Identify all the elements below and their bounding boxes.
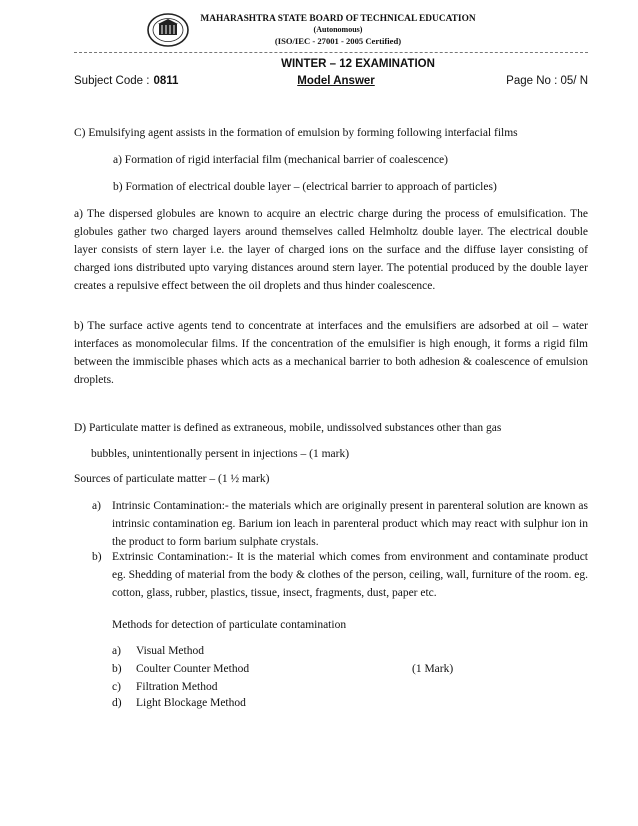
msbte-logo <box>147 13 189 47</box>
page-number: Page No : 05/ N <box>506 75 588 87</box>
method-item <box>112 660 249 678</box>
section-d-definition-line1: D) Particulate matter is defined as extraneous, mobile, undissolved substances other than gas <box>74 422 502 434</box>
section-c-paragraph-b: b) The surface active agents tend to concentrate at interfaces and the emulsifiers are adsorbed at oil – water interfaces as monomolecular films. If the concentration of the emulsifier is high enough, it forms a rigid film between the immiscible phases which acts as a mechanical barrier to both adhesion & coalescence of emulsion droplets. <box>74 320 588 386</box>
section-c-intro: C) Emulsifying agent assists in the formation of emulsion by forming following interfacial films <box>74 127 518 139</box>
sources-heading: Sources of particulate matter – (1 ½ mark) <box>74 473 270 485</box>
subject-code-value: 0811 <box>153 75 179 87</box>
method-label: c) <box>112 681 121 693</box>
method-item <box>112 694 246 712</box>
method-text: Filtration Method <box>136 681 218 693</box>
intrinsic-label: a) <box>92 500 101 512</box>
method-label: b) <box>112 663 122 675</box>
methods-mark: (1 Mark) <box>412 663 454 675</box>
method-text: Coulter Counter Method <box>136 663 250 675</box>
methods-heading: Methods for detection of particulate contamination <box>112 619 347 631</box>
exam-title: WINTER – 12 EXAMINATION <box>281 58 435 70</box>
header-divider <box>74 52 588 53</box>
method-text: Light Blockage Method <box>136 697 246 709</box>
method-item <box>112 642 204 660</box>
section-c-paragraph-a: a) The dispersed globules are known to acquire an electric charge during the process of emulsification. The globules gather two charged layers around themselves called Helmholtz double layer. The electrical double layer consists of stern layer i.e. the layer of charged ions on the surface and the diffuse layer consisting of charged ions distributed upto varying distances around stern layer. The potential produced by the double layer creates a repulsive effect between the oil droplets and thus hinder coalescence. <box>74 208 588 292</box>
section-c-item-a: a) Formation of rigid interfacial film (mechanical barrier of coalescence) <box>113 154 448 166</box>
subject-code-line <box>74 75 178 87</box>
subject-code-label: Subject Code : <box>74 75 150 87</box>
section-d-definition-line2: bubbles, unintentionally persent in injections – (1 mark) <box>91 448 350 460</box>
section-c-item-b: b) Formation of electrical double layer – (electrical barrier to approach of particles) <box>113 181 497 193</box>
method-text: Visual Method <box>136 645 204 657</box>
certification-label: (ISO/IEC - 27001 - 2005 Certified) <box>274 36 402 46</box>
board-name: MAHARASHTRA STATE BOARD OF TECHNICAL EDUCATION <box>200 14 476 24</box>
model-answer-title: Model Answer <box>297 75 375 87</box>
method-label: a) <box>112 645 121 657</box>
autonomous-label: (Autonomous) <box>313 25 363 34</box>
extrinsic-contamination: Extrinsic Contamination:- It is the material which comes from environment and contaminate product eg. Shedding of material from the body & clothes of the person, ceiling, wall, furniture of the room. eg. cotton, glass, rubber, plastics, tissue, insect, fragments, dust, paper etc. <box>112 551 588 599</box>
method-label: d) <box>112 697 122 709</box>
extrinsic-label: b) <box>92 551 102 563</box>
intrinsic-contamination: Intrinsic Contamination:- the materials which are originally present in parenteral solution are known as intrinsic contamination eg. Barium ion leach in parenteral product which may react with sulphur ion in the product to form barium sulphate crystals. <box>112 500 588 548</box>
